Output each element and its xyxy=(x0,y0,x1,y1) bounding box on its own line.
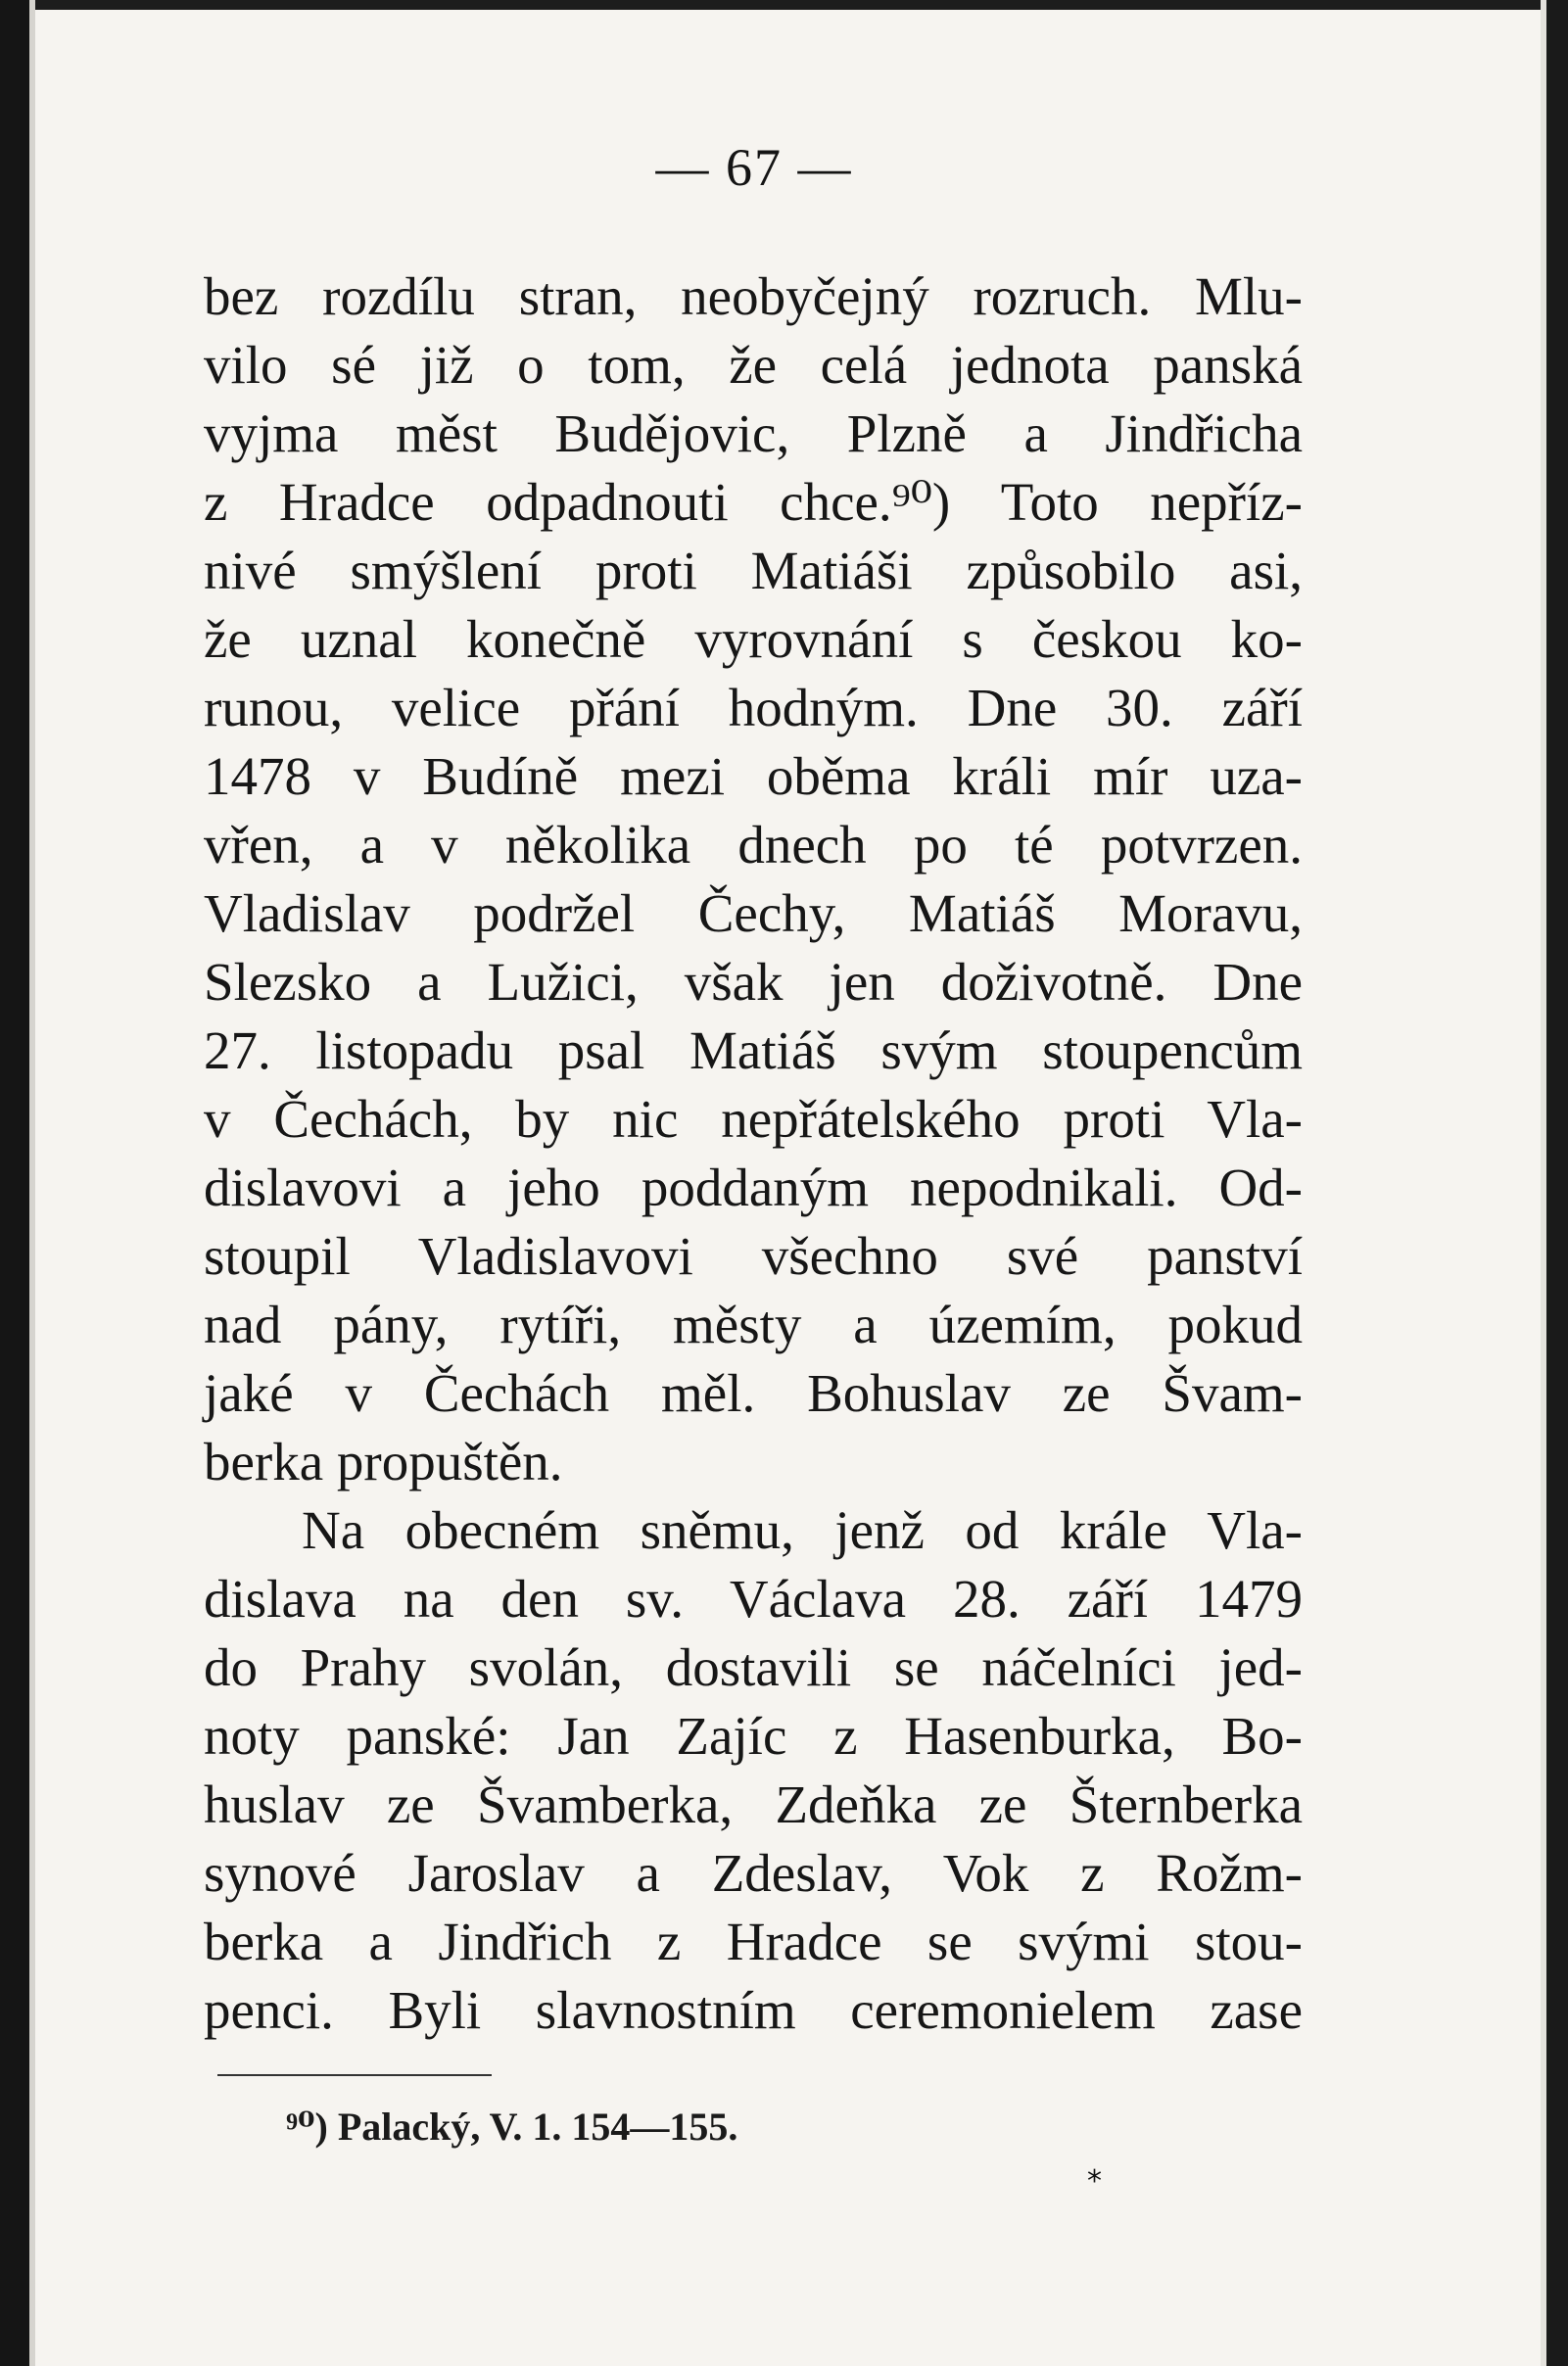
text-line: z Hradce odpadnouti chce.⁹⁰) Toto nepříz- xyxy=(204,472,1303,532)
text-line: synové Jaroslav a Zdeslav, Vok z Rožm- xyxy=(204,1843,1303,1903)
text-line: že uznal konečně vyrovnání s českou ko- xyxy=(204,609,1303,669)
text-line: Slezsko a Lužici, však jen doživotně. Dne xyxy=(204,952,1303,1012)
footnote-separator xyxy=(217,2074,492,2076)
text-line: dislava na den sv. Václava 28. září 1479 xyxy=(204,1569,1303,1629)
scan-gutter-left xyxy=(29,0,35,2366)
text-line: Vladislav podržel Čechy, Matiáš Moravu, xyxy=(204,883,1303,943)
text-line: noty panské: Jan Zajíc z Hasenburka, Bo- xyxy=(204,1706,1303,1766)
scan-border-right xyxy=(1546,0,1568,2366)
footnote xyxy=(286,2104,737,2150)
text-line: dislavovi a jeho poddaným nepodnikali. Od- xyxy=(204,1158,1303,1217)
text-line: v Čechách, by nic nepřátelského proti Vla- xyxy=(204,1089,1303,1149)
text-line: stoupil Vladislavovi všechno své panství xyxy=(204,1226,1303,1286)
text-line: jaké v Čechách měl. Bohuslav ze Švam- xyxy=(204,1363,1303,1423)
page-number: — 67 — xyxy=(655,138,853,197)
text-line: penci. Byli slavnostním ceremonielem zase xyxy=(204,1980,1303,2040)
text-line-paragraph-start: Na obecném sněmu, jenž od krále Vla- xyxy=(302,1500,1303,1560)
text-line: berka a Jindřich z Hradce se svými stou- xyxy=(204,1912,1303,1971)
text-line: do Prahy svolán, dostavili se náčelníci jed- xyxy=(204,1637,1303,1697)
text-line: 1478 v Budíně mezi oběma králi mír uza- xyxy=(204,746,1303,806)
scan-gutter-right xyxy=(1541,0,1546,2366)
scan-border-top xyxy=(0,0,1568,10)
footnote-marker: ⁹⁰) xyxy=(286,2105,328,2149)
text-line: vilo sé již o tom, že celá jednota panská xyxy=(204,335,1303,395)
footnote-text: Palacký, V. 1. 154—155. xyxy=(337,2105,738,2149)
text-line-paragraph-end: berka propuštěn. xyxy=(204,1432,563,1491)
body-text xyxy=(204,262,1303,2045)
text-line: vyjma měst Budějovic, Plzně a Jindřicha xyxy=(204,403,1303,463)
text-line: runou, velice přání hodným. Dne 30. září xyxy=(204,678,1303,737)
text-line: huslav ze Švamberka, Zdeňka ze Šternberka xyxy=(204,1774,1303,1834)
text-line: bez rozdílu stran, neobyčejný rozruch. Mlu- xyxy=(204,266,1303,326)
signature-mark: * xyxy=(1087,2164,1102,2199)
text-line: nivé smýšlení proti Matiáši způsobilo asi, xyxy=(204,541,1303,600)
text-line: vřen, a v několika dnech po té potvrzen. xyxy=(204,815,1303,875)
scan-border-left xyxy=(0,0,29,2366)
text-line: 27. listopadu psal Matiáš svým stoupencům xyxy=(204,1020,1303,1080)
text-line: nad pány, rytíři, městy a územím, pokud xyxy=(204,1295,1303,1354)
